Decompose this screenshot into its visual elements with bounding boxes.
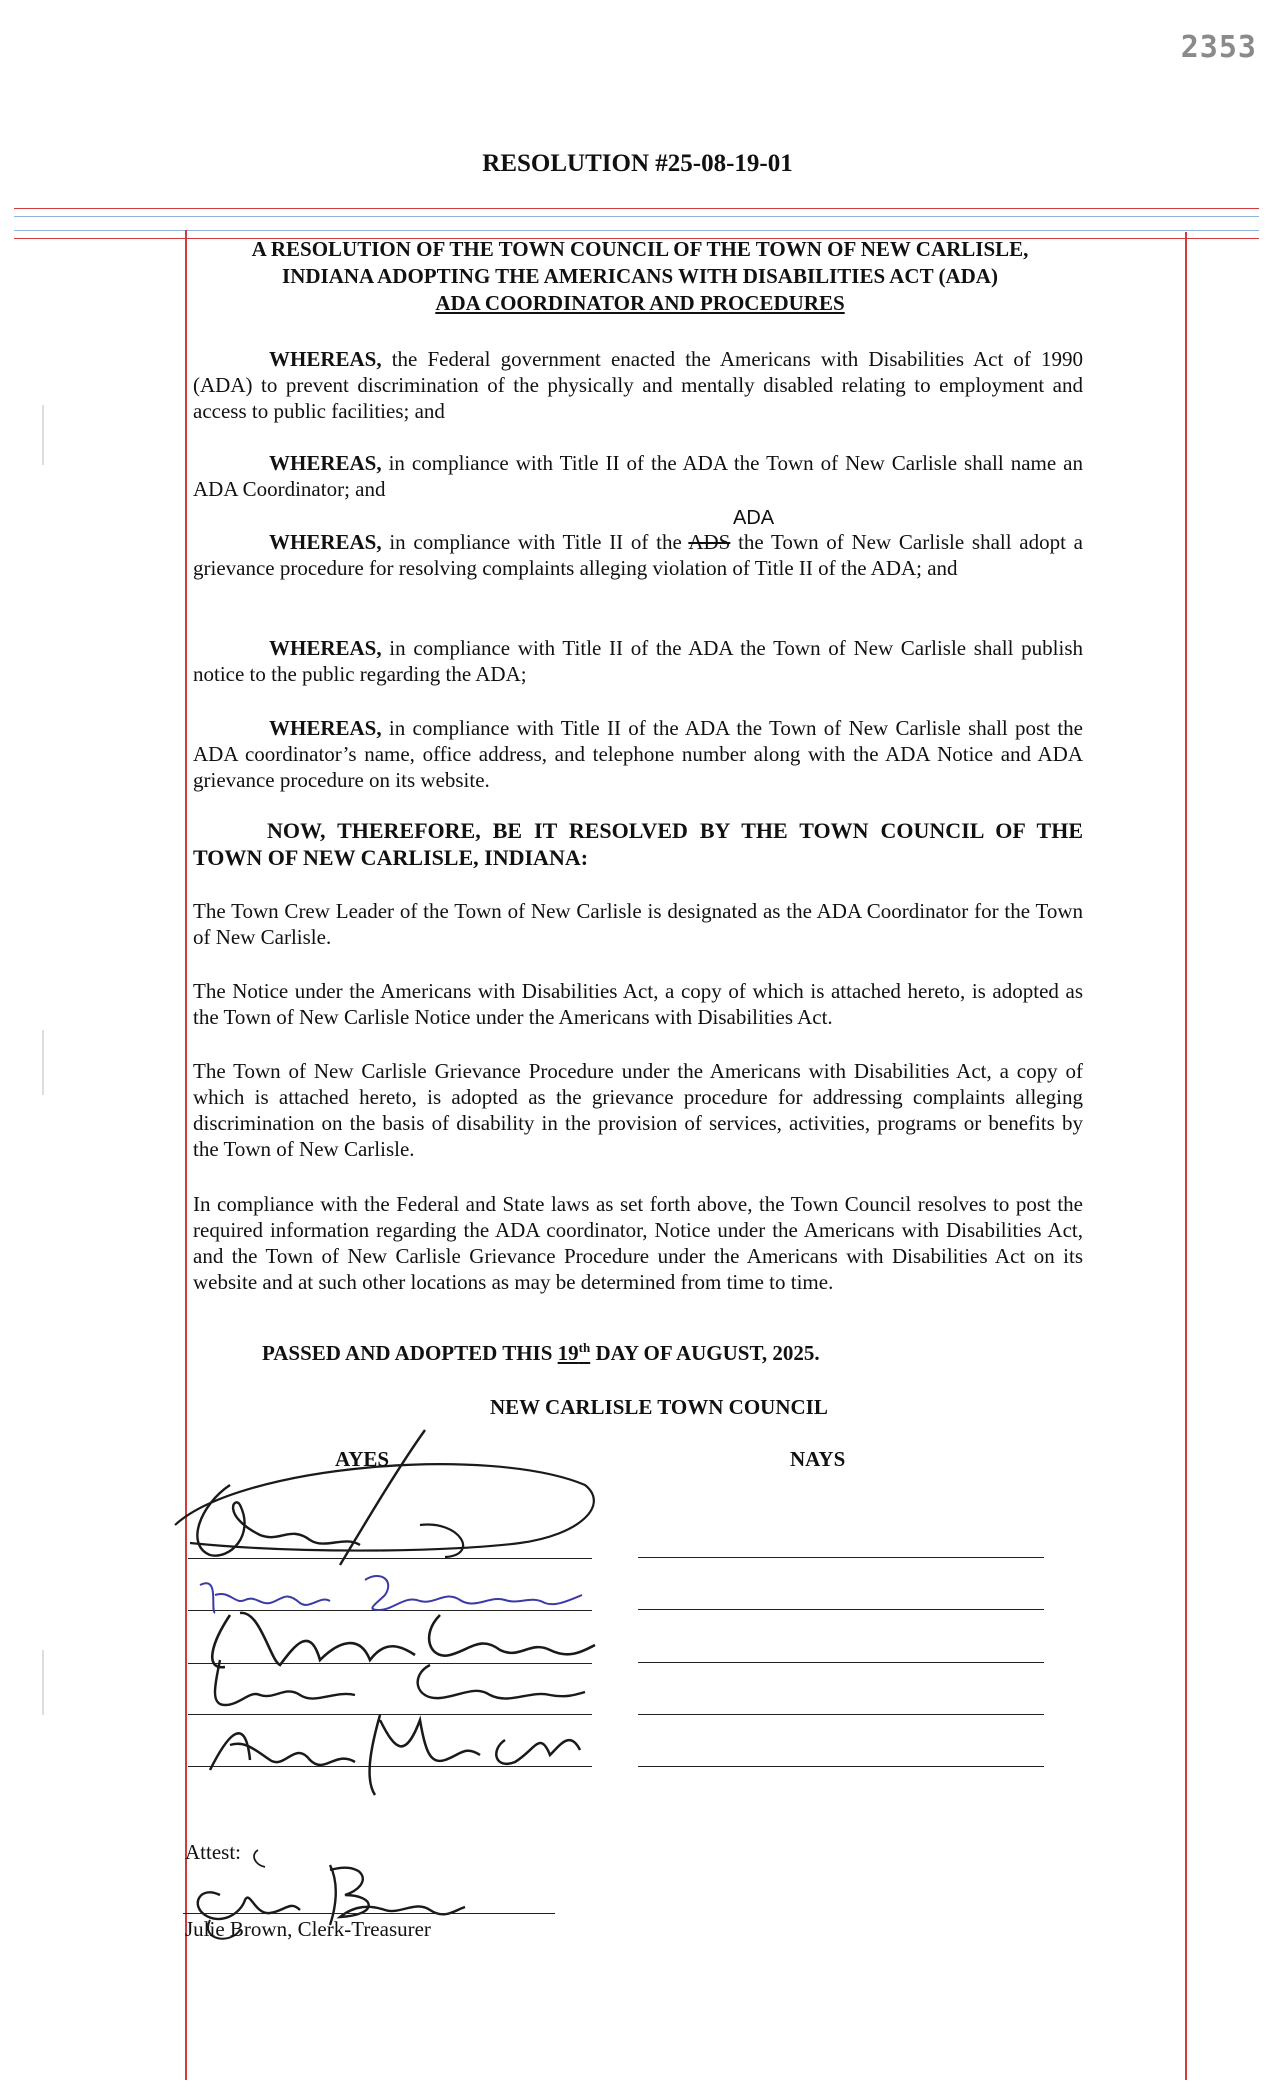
binder-mark-2 [42,1030,44,1095]
left-margin-line [185,230,187,2080]
whereas-paragraph-3 [193,529,1083,581]
whereas-lead: WHEREAS, [269,716,382,740]
handwritten-insertion: ADA [733,507,775,529]
whereas-text: in compliance with Title II of the ADA the Town of New Carlisle shall name an ADA Coordinator; and [193,451,1083,501]
whereas-text: the Federal government enacted the Americans with Disabilities Act of 1990 (ADA) to prevent discrimination of the physically and mentally disabled relating to employment and access to public facilities; and [193,347,1083,423]
heading-line-2: INDIANA ADOPTING THE AMERICANS WITH DISABILITIES ACT (ADA) [282,264,998,288]
nay-signature-line [638,1609,1044,1610]
whereas-lead: WHEREAS, [269,530,382,554]
whereas-paragraph-1 [193,346,1083,424]
heading-line-3: ADA COORDINATOR AND PROCEDURES [435,291,845,315]
heading-line-1: A RESOLUTION OF THE TOWN COUNCIL OF THE TOWN OF NEW CARLISLE, [251,237,1029,261]
page-number: 2353 [1180,30,1257,65]
ayes-label: AYES [335,1447,390,1471]
nay-signature-line [638,1766,1044,1767]
attest-label: Attest: [185,1840,241,1864]
body-paragraph-3: The Town of New Carlisle Grievance Procedure under the Americans with Disabilities Act, a copy of which is attached hereto, is adopted as the grievance procedure for addressing complaints alleging discrimination on the basis of disability in the provision of services, activities, programs or benefits by the Town of New Carlisle. [193,1059,1083,1161]
whereas-paragraph-4 [193,635,1083,687]
whereas-lead: WHEREAS, [269,451,382,475]
nay-signature-line [638,1714,1044,1715]
clerk-signature-line [183,1913,555,1914]
passed-day: 19th [557,1340,591,1365]
council-name: NEW CARLISLE TOWN COUNCIL [490,1395,828,1419]
resolution-heading [190,236,1090,317]
nays-label: NAYS [790,1447,846,1471]
nay-signature-line [638,1557,1044,1558]
whereas-text: the Town of New Carlisle shall adopt a grievance procedure for resolving complaints alleging violation of Title II of the ADA; and [193,530,1083,580]
passed-text-end: DAY OF AUGUST, 2025. [590,1341,820,1365]
right-margin-line [1185,232,1187,2080]
rule-line-red-1 [14,208,1259,209]
body-paragraph-2: The Notice under the Americans with Disabilities Act, a copy of which is attached hereto, is adopted as the Town of New Carlisle Notice under the Americans with Disabilities Act. [193,979,1083,1029]
body-paragraph-4: In compliance with the Federal and State laws as set forth above, the Town Council resolves to post the required information regarding the ADA coordinator, Notice under the Americans with Disabilities Act, and the Town of New Carlisle Grievance Procedure under the Americans with Disabilities Act on its website and at such other locations as may be determined from time to time. [193,1192,1083,1294]
resolution-title: RESOLUTION #25-08-19-01 [482,150,793,177]
struck-text: ADS [688,530,731,554]
passed-text: PASSED AND ADOPTED THIS [262,1341,558,1365]
body-paragraph-1: The Town Crew Leader of the Town of New Carlisle is designated as the ADA Coordinator for the Town of New Carlisle. [193,899,1083,949]
signature-5 [195,1700,595,1800]
nay-signature-line [638,1662,1044,1663]
whereas-text: in compliance with Title II of the ADA the Town of New Carlisle shall publish notice to the public regarding the ADA; [193,636,1083,686]
whereas-paragraph-5 [193,715,1083,793]
rule-line-blue-1 [14,216,1259,217]
whereas-text: in compliance with Title II of the ADA the Town of New Carlisle shall post the ADA coordinator’s name, office address, and telephone number along with the ADA Notice and ADA grievance procedure on its website. [193,716,1083,792]
passed-adopted-line [262,1340,820,1366]
binder-mark-1 [42,405,44,465]
signature-1 [160,1425,600,1575]
whereas-text: in compliance with Title II of the [381,530,689,554]
clerk-name: Julie Brown, Clerk-Treasurer [185,1917,431,1941]
resolved-clause [193,817,1083,871]
binder-mark-3 [42,1650,44,1715]
rule-line-blue-2 [14,230,1259,231]
whereas-lead: WHEREAS, [269,347,382,371]
whereas-paragraph-2 [193,450,1083,502]
resolved-text: NOW, THEREFORE, BE IT RESOLVED BY THE TOWN COUNCIL OF THE TOWN OF NEW CARLISLE, INDIANA: [193,818,1083,870]
whereas-lead: WHEREAS, [269,636,382,660]
